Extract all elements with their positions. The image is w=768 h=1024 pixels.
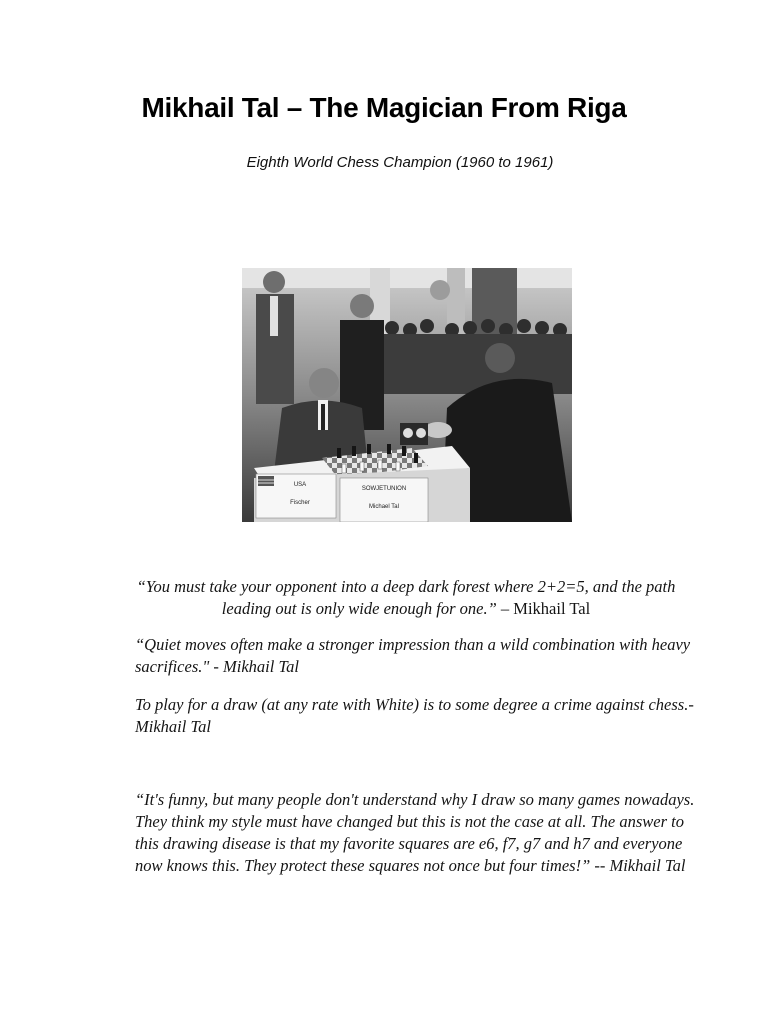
quote-drawing-disease: “It's funny, but many people don't understand why I draw so many games nowadays. They think my style must have changed but this is not the case at all. The answer to this drawing disease is that my favorite squares are e6, f7, g7 and h7 and everyone now knows this. They protect these squares not once but four times!” -- Mikhail Tal [135, 790, 695, 875]
document-title: Mikhail Tal – The Magician From Riga [141, 92, 627, 123]
placard-fischer: Fischer [290, 500, 310, 506]
chess-match-photo [242, 268, 572, 522]
quote-draw-crime: To play for a draw (at any rate with White) is to some degree a crime against chess.- Mikhail Tal [135, 695, 694, 736]
document-subtitle: Eighth World Chess Champion (1960 to 1961) [246, 154, 554, 171]
quote-forest-text: “You must take your opponent into a deep dark forest where 2+2=5, and the path leading out is only wide enough for one.” [136, 577, 676, 618]
quote-quiet-moves: “Quiet moves often make a stronger impression than a wild combination with heavy sacrifices." - Mikhail Tal [135, 635, 691, 676]
placard-usa: USA [293, 482, 307, 488]
quote-forest [136, 576, 676, 620]
placard-sowjetunion: SOWJETUNION [361, 486, 407, 492]
placard-michael-tal: Michael Tal [369, 504, 399, 510]
quote-forest-attribution: – Mikhail Tal [496, 599, 591, 618]
